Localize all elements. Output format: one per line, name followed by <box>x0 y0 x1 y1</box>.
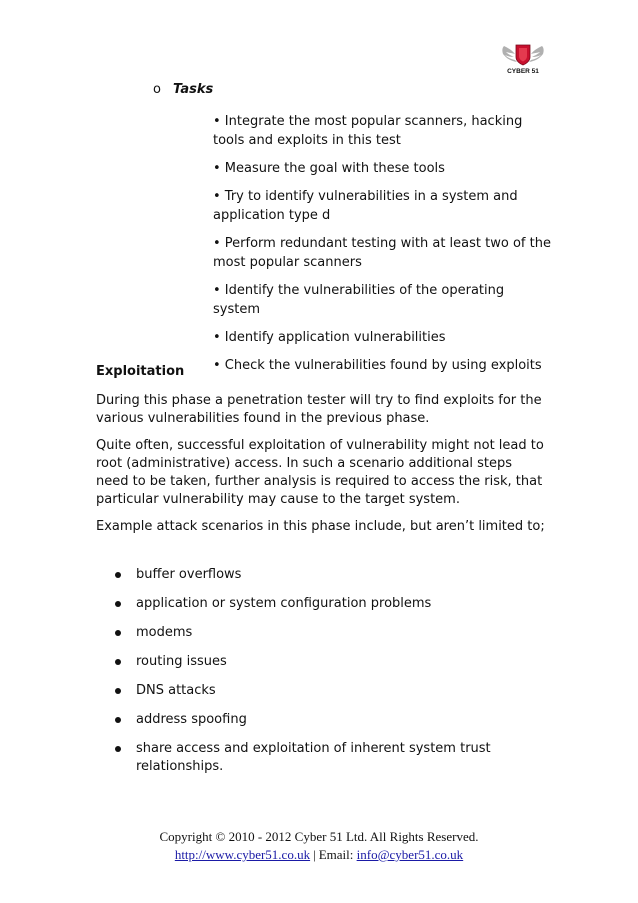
bullet-icon <box>115 659 121 665</box>
exploitation-section <box>96 364 546 545</box>
bullet-icon <box>115 746 121 752</box>
task-item: • Check the vulnerabilities found by using exploits <box>213 358 542 373</box>
bullet-icon <box>115 688 121 694</box>
logo-text: CYBER 51 <box>507 68 539 75</box>
list-item-text: share access and exploitation of inherent system trust relationships. <box>136 741 491 774</box>
task-list <box>213 112 553 384</box>
tasks-heading-text: Tasks <box>173 82 214 97</box>
paragraph: Quite often, successful exploitation of vulnerability might not lead to root (administrative) access. In such a scenario additional steps need to be taken, further analysis is required to access the risk, that particular vulnerability may cause to the target system. <box>96 438 544 507</box>
list-item-text: routing issues <box>136 654 227 669</box>
attack-scenario-list <box>112 566 532 787</box>
task-item: • Identify the vulnerabilities of the operating system <box>213 283 505 317</box>
cyber51-logo <box>500 40 546 76</box>
list-item-text: application or system configuration problems <box>136 596 432 611</box>
list-item-text: buffer overflows <box>136 567 242 582</box>
task-item: • Measure the goal with these tools <box>213 161 445 176</box>
copyright-text: Copyright © 2010 - 2012 Cyber 51 Ltd. All Rights Reserved. <box>159 829 479 844</box>
list-item-text: DNS attacks <box>136 683 216 698</box>
email-link[interactable]: info@cyber51.co.uk <box>356 847 464 862</box>
section-heading: Exploitation <box>96 364 185 379</box>
list-item-text: modems <box>136 625 193 640</box>
page-footer <box>0 828 638 864</box>
bullet-icon <box>115 630 121 636</box>
paragraph: Example attack scenarios in this phase include, but aren’t limited to; <box>96 519 545 534</box>
task-item: • Try to identify vulnerabilities in a system and application type d <box>213 189 518 223</box>
list-item <box>112 711 532 729</box>
footer-separator: | <box>313 847 316 862</box>
list-item <box>112 653 532 671</box>
list-item <box>112 566 532 584</box>
footer-contact <box>0 846 638 864</box>
list-item <box>112 624 532 642</box>
list-item-text: address spoofing <box>136 712 247 727</box>
paragraph: During this phase a penetration tester will try to find exploits for the various vulnerabilities found in the previous phase. <box>96 393 542 426</box>
bullet-icon <box>115 717 121 723</box>
bullet-icon <box>115 572 121 578</box>
list-item <box>112 740 532 776</box>
website-link[interactable]: http://www.cyber51.co.uk <box>174 847 311 862</box>
list-item <box>112 595 532 613</box>
email-label: Email: <box>318 847 354 862</box>
winged-shield-logo-icon <box>500 40 546 76</box>
task-item: • Integrate the most popular scanners, hacking tools and exploits in this test <box>213 114 523 148</box>
bullet-icon <box>115 601 121 607</box>
task-item: • Identify application vulnerabilities <box>213 330 446 345</box>
task-item: • Perform redundant testing with at least two of the most popular scanners <box>213 236 551 270</box>
tasks-heading-marker: o <box>153 82 161 97</box>
tasks-heading <box>153 82 213 97</box>
list-item <box>112 682 532 700</box>
